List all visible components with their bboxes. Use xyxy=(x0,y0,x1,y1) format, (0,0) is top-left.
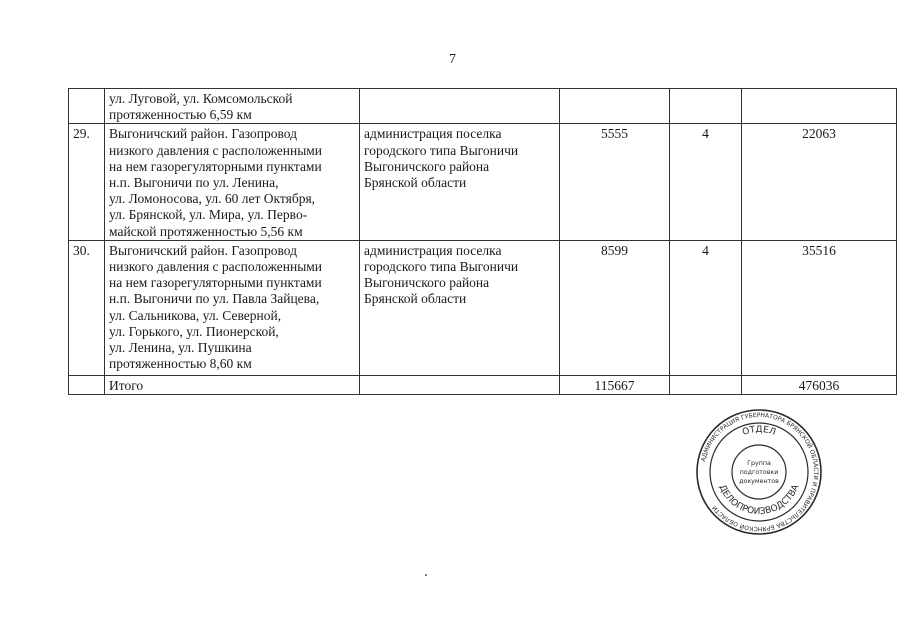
length-value: 5555 xyxy=(560,124,670,240)
amount-value: 35516 xyxy=(742,240,897,375)
total-amount: 476036 xyxy=(742,375,897,394)
amount-value: 22063 xyxy=(742,124,897,240)
length-value xyxy=(560,89,670,124)
category-value: 4 xyxy=(670,124,742,240)
stamp-center-line-2: подготовки xyxy=(739,469,779,476)
page-number: 7 xyxy=(449,52,456,67)
category-value: 4 xyxy=(670,240,742,375)
stamp-outer-text: АДМИНИСТРАЦИЯ ГУБЕРНАТОРА БРЯНСКОЙ ОБЛАСТИ И ПРАВИТЕЛЬСТВА БРЯНСКОЙ ОБЛАСТИ xyxy=(700,411,820,533)
length-value: 8599 xyxy=(560,240,670,375)
scan-speck xyxy=(425,574,427,576)
department-stamp xyxy=(695,408,823,536)
amount-value xyxy=(742,89,897,124)
stamp-ring-bottom: ДЕЛОПРОИЗВОДСТВА xyxy=(716,483,802,518)
table-row xyxy=(69,124,897,240)
row-number: 30. xyxy=(69,240,105,375)
category-value xyxy=(670,89,742,124)
owner: администрация поселка городского типа Выгоничи Выгоничского района Брянской области xyxy=(360,124,560,240)
table-row xyxy=(69,240,897,375)
owner: администрация поселка городского типа Выгоничи Выгоничского района Брянской области xyxy=(360,240,560,375)
row-number xyxy=(69,89,105,124)
object-description: Выгоничский район. Газопровод низкого давления с расположенными на нем газорегуляторными пунктами н.п. Выгоничи по ул. Ленина, ул. Ломоносова, ул. 60 лет Октября, ул. Брянской, ул. Мира, ул. Перво- майской протяженностью 5,56 км xyxy=(105,124,360,240)
stamp-center-line-1: Группа xyxy=(747,460,771,467)
table-row xyxy=(69,89,897,124)
object-description: Выгоничский район. Газопровод низкого давления с расположенными на нем газорегуляторными пунктами н.п. Выгоничи по ул. Павла Зайцева, ул. Сальникова, ул. Северной, ул. Горького, ул. Пионерской, ул. Ленина, ул. Пушкина протяженностью 8,60 км xyxy=(105,240,360,375)
total-label: Итого xyxy=(105,375,360,394)
owner xyxy=(360,89,560,124)
gas-pipeline-table xyxy=(68,88,897,395)
total-row xyxy=(69,375,897,394)
stamp-center-line-3: документов xyxy=(739,478,779,485)
stamp-ring-top: ОТДЕЛ xyxy=(741,424,777,438)
total-length: 115667 xyxy=(560,375,670,394)
object-description: ул. Луговой, ул. Комсомольской протяженностью 6,59 км xyxy=(105,89,360,124)
row-number: 29. xyxy=(69,124,105,240)
